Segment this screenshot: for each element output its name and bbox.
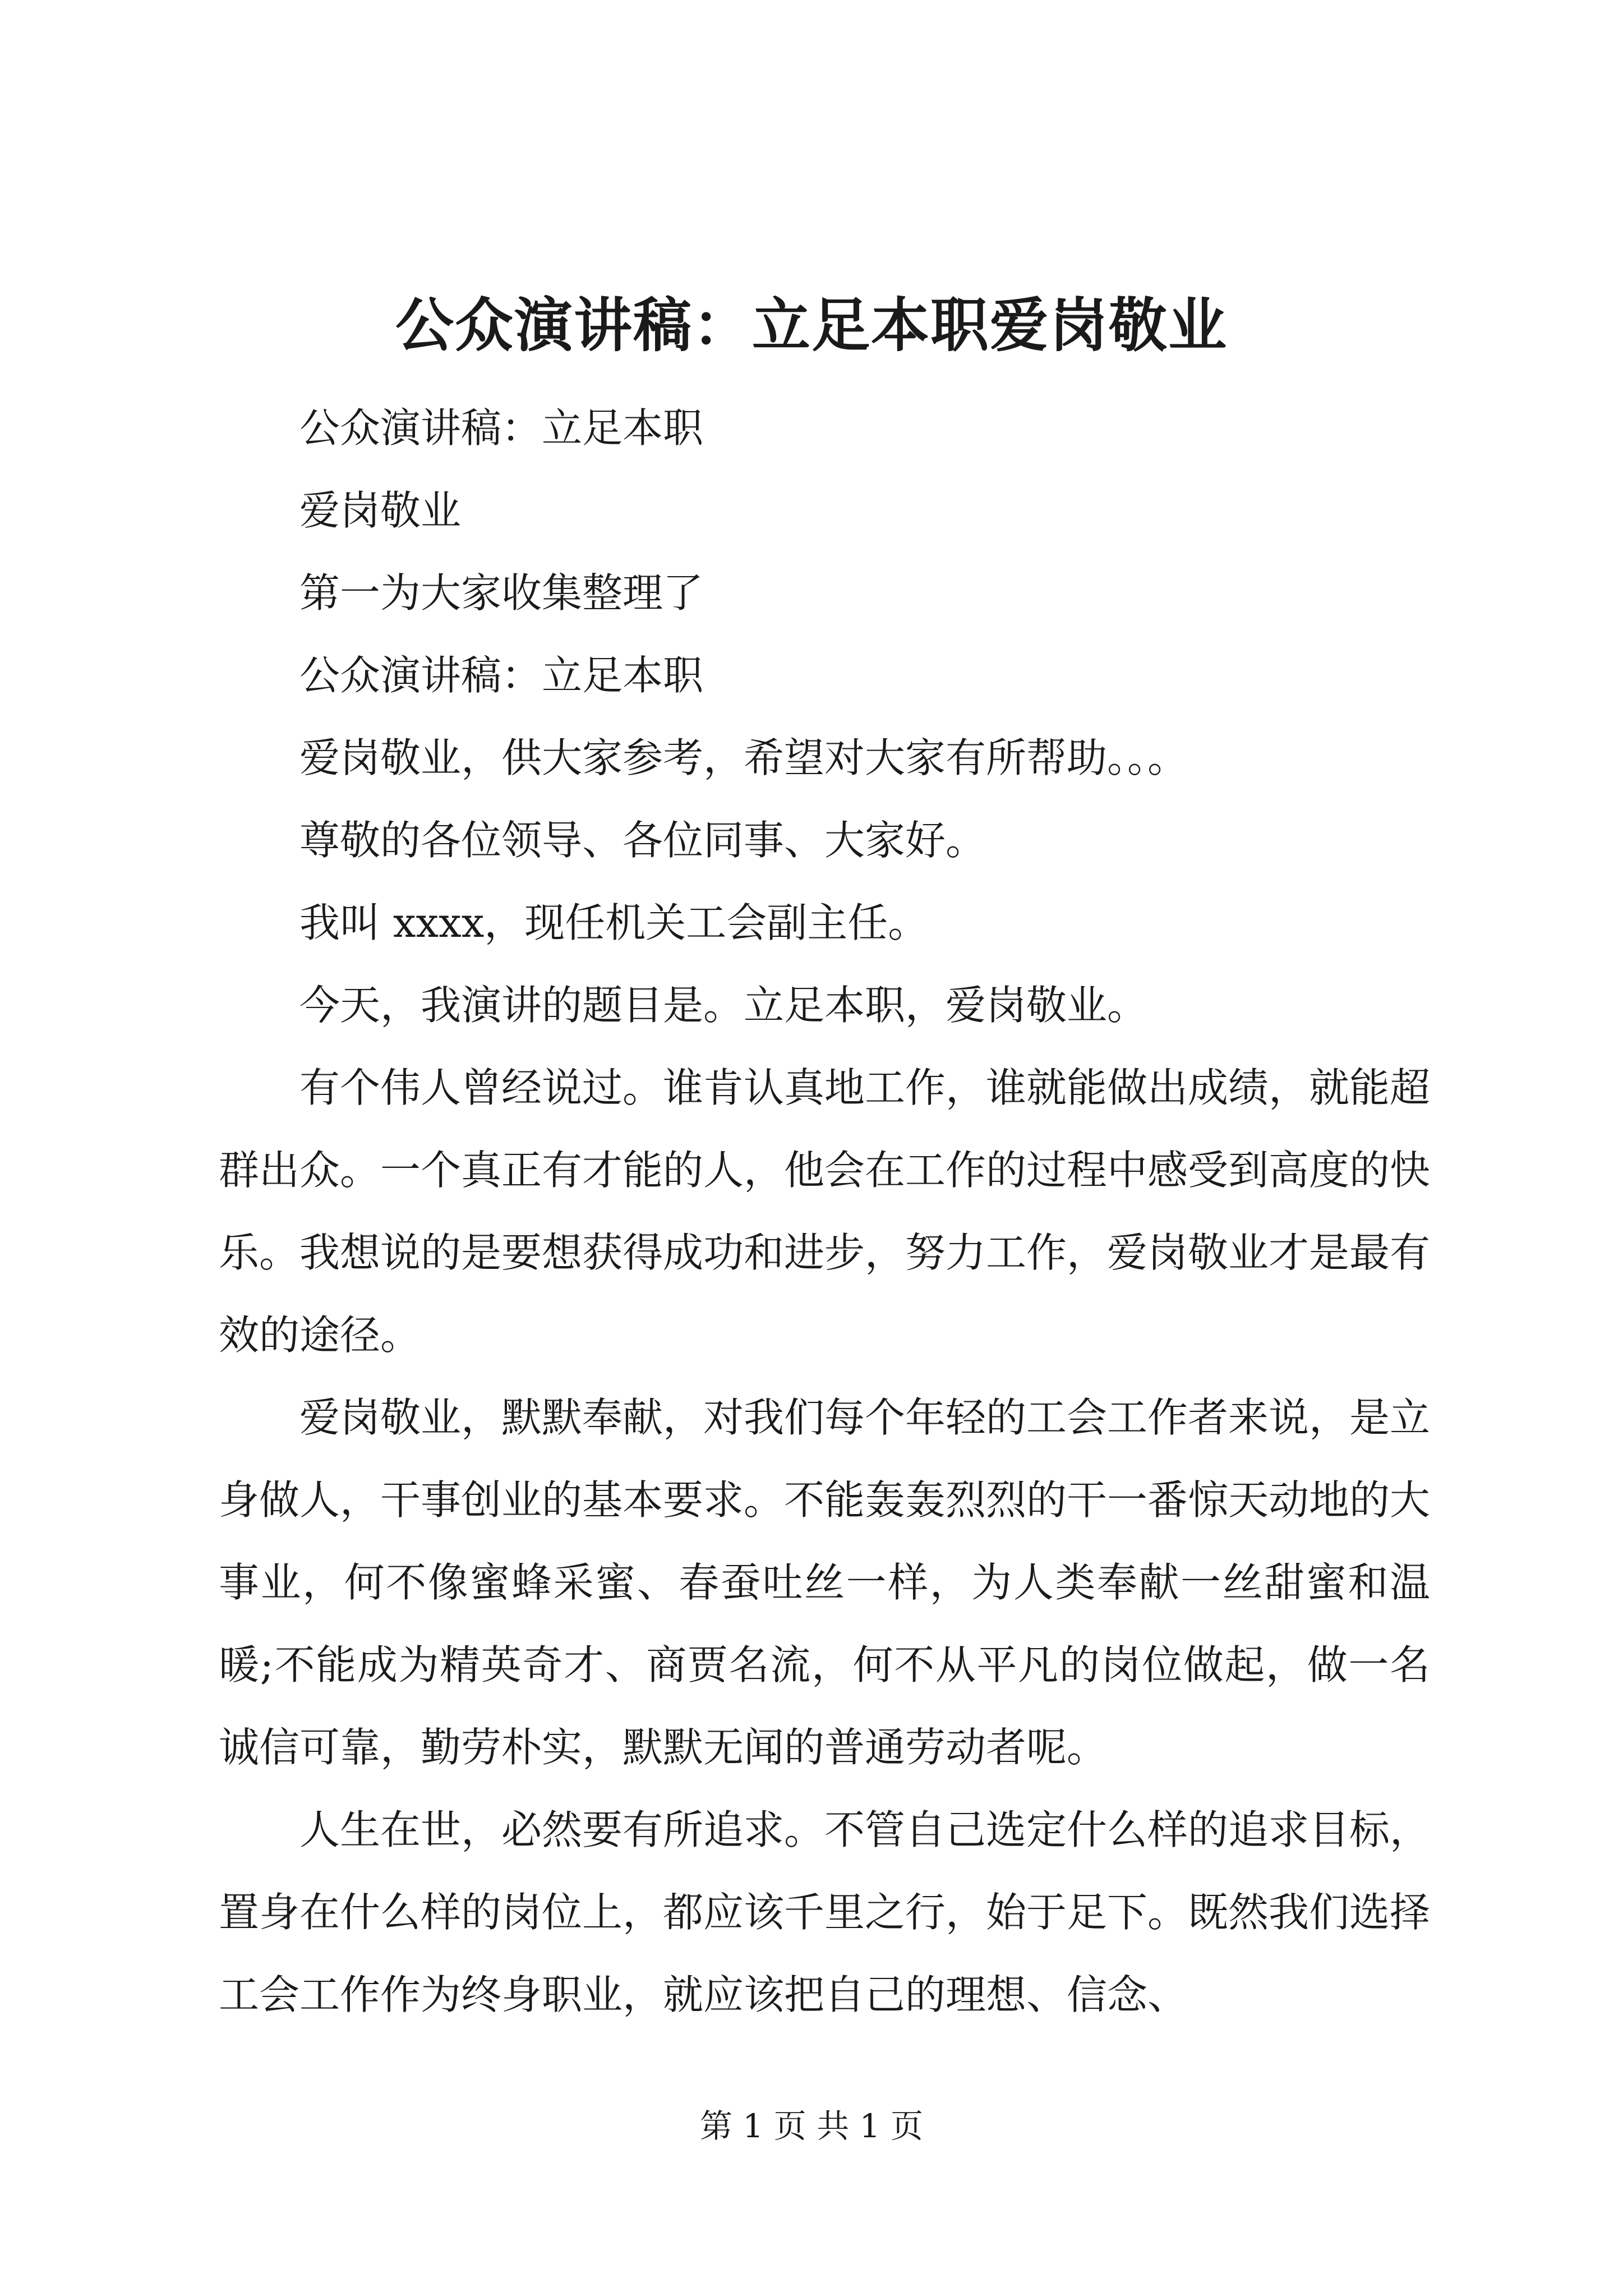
page-footer: 第 1 页 共 1 页 [700,2107,923,2145]
document-title: 公众演讲稿：立足本职爱岗敬业 [395,291,1228,360]
paragraph: 第一为大家收集整理了 [299,569,704,616]
paragraph: 今天，我演讲的题目是。立足本职，爱岗敬业。 [299,982,1148,1029]
paragraph: 爱岗敬业 [299,487,462,534]
paragraph: 爱岗敬业，默默奉献，对我们每个年轻的工会工作者来说，是立身做人，干事创业的基本要求。不能轰轰烈烈的干一番惊天动地的大事业，何不像蜜蜂采蜜、春蚕吐丝一样，为人类奉献一丝甜蜜和温暖;不能成为精英奇才、商贾名流，何不从平凡的岗位做起，做一名诚信可靠，勤劳朴实，默默无闻的普通劳动者呢。 [219,1394,1431,1771]
paragraph: 爱岗敬业，供大家参考，希望对大家有所帮助。。。 [299,734,1188,781]
paragraph: 公众演讲稿：立足本职 [299,404,704,452]
paragraph: 公众演讲稿：立足本职 [299,652,704,699]
paragraph: 尊敬的各位领导、各位同事、大家好。 [299,817,986,864]
document-body [219,387,1430,2036]
paragraph: 我叫 xxxx，现任机关工会副主任。 [299,899,929,946]
paragraph: 人生在世，必然要有所追求。不管自己选定什么样的追求目标，置身在什么样的岗位上，都应该千里之行，始于足下。既然我们选择工会工作作为终身职业，就应该把自己的理想、信念、 [219,1806,1431,2018]
paragraph: 有个伟人曾经说过。谁肯认真地工作，谁就能做出成绩，就能超群出众。一个真正有才能的人，他会在工作的过程中感受到高度的快乐。我想说的是要想获得成功和进步，努力工作，爱岗敬业才是最有效的途径。 [219,1064,1431,1359]
